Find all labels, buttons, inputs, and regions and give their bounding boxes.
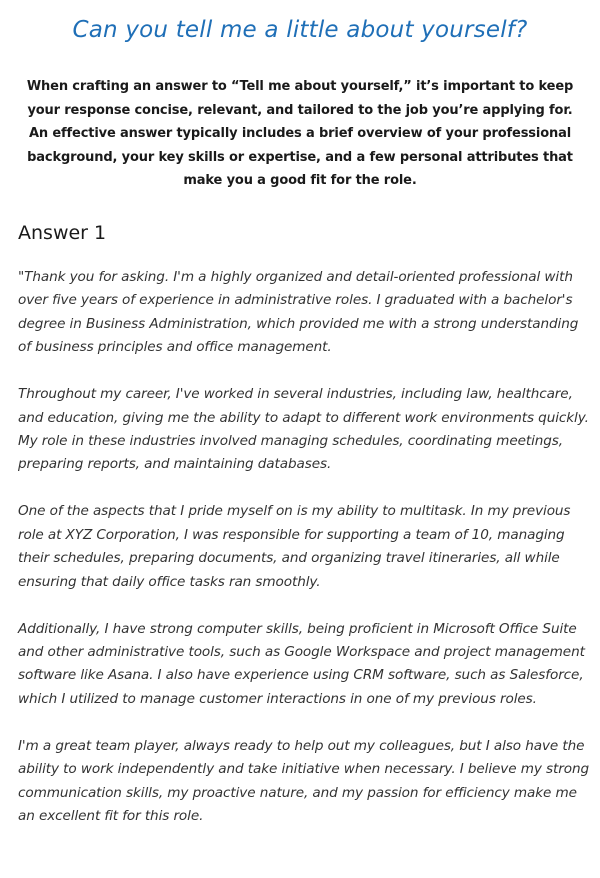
- page-title: Can you tell me a little about yourself?: [72, 17, 528, 43]
- answer-paragraph-5: I'm a great team player, always ready to help out my colleagues, but I also have the ability to work independently and take initiative when necessary. I believe my strong communication skills, my proactive nature, and my passion for efficiency make me an excellent fit for this role.: [18, 737, 590, 825]
- answer-paragraph-3: One of the aspects that I pride myself on is my ability to multitask. In my previous role at XYZ Corporation, I was responsible for supporting a team of 10, managing their schedules, preparing documents, and organizing travel itineraries, all while ensuring that daily office tasks ran smoothly.: [18, 503, 571, 590]
- answer-paragraph-2: Throughout my career, I've worked in several industries, including law, healthcare, and education, giving me the ability to adapt to different work environments quickly. My role in these industries involved managing schedules, coordinating meetings, preparing reports, and maintaining databases.: [18, 386, 589, 473]
- answer-body: [18, 266, 594, 852]
- intro-paragraph: When crafting an answer to “Tell me about yourself,” it’s important to keep your response concise, relevant, and tailored to the job you’re applying for. An effective answer typically includes a brief overview of your professional background, your key skills or expertise, and a few personal attributes that make you a good fit for the role.: [26, 79, 574, 188]
- answer-heading: Answer 1: [18, 222, 107, 244]
- answer-paragraph-4: Additionally, I have strong computer skills, being proficient in Microsoft Office Suite and other administrative tools, such as Google Workspace and project management software like Asana. I also have experience using CRM software, such as Salesforce, which I utilized to manage customer interactions in one of my previous roles.: [18, 620, 585, 707]
- answer-paragraph-1: "Thank you for asking. I'm a highly organized and detail-oriented professional with over five years of experience in administrative roles. I graduated with a bachelor's degree in Business Administration, which provided me with a strong understanding of business principles and office management.: [18, 269, 579, 356]
